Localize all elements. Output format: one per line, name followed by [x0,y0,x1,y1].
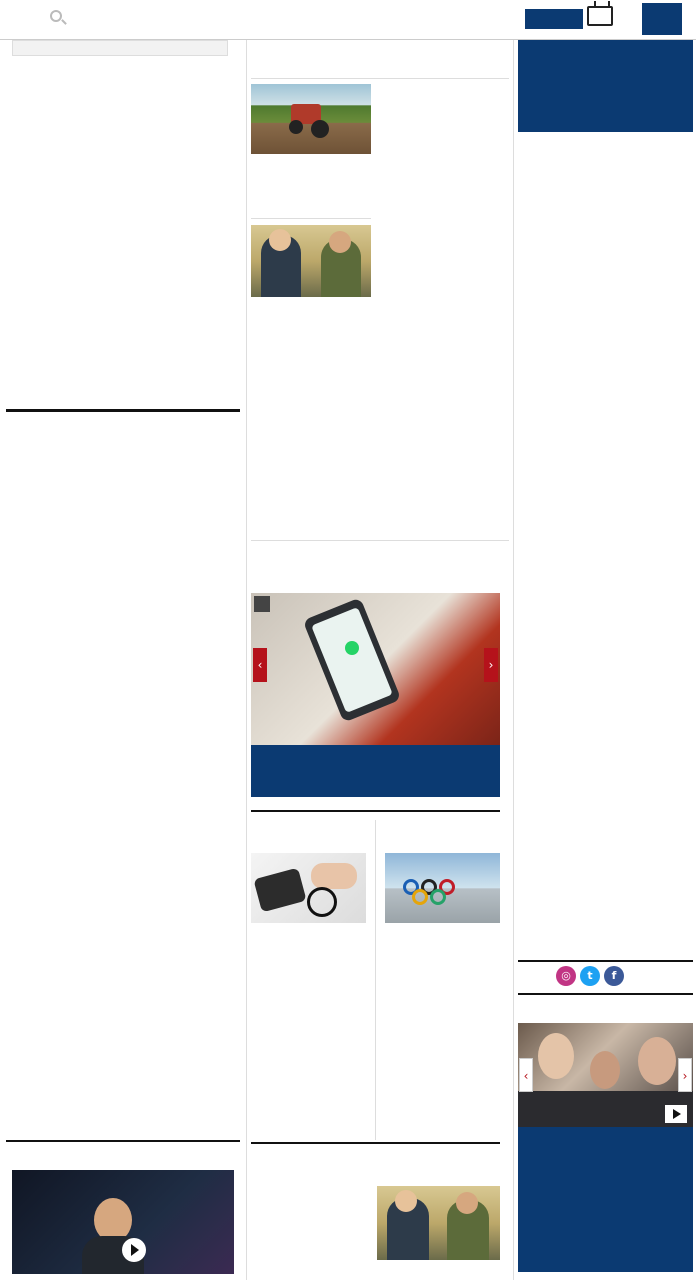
lifestyle-image[interactable] [377,1186,500,1260]
most-read-next-arrow[interactable]: › [484,648,498,682]
twitter-icon[interactable]: t [580,966,600,986]
most-read-slide-image[interactable] [251,593,500,745]
top-nav [0,0,696,40]
facebook-icon[interactable]: f [604,966,624,986]
special-prev-arrow[interactable]: ‹ [519,1058,533,1092]
top-story[interactable] [518,40,693,132]
front-page-button[interactable] [525,9,583,29]
most-read-slide-title[interactable] [251,745,500,797]
dawn-logo[interactable] [642,3,682,35]
special-video-thumbnail[interactable] [518,1023,693,1127]
teeli-video-thumbnail[interactable] [12,1170,234,1274]
search-icon[interactable] [50,10,62,22]
tv-icon[interactable] [587,6,613,26]
ertugrul-image[interactable] [251,225,371,297]
bank-ad[interactable] [12,40,228,56]
most-read-prev-arrow[interactable]: ‹ [253,648,267,682]
special-video-box[interactable] [518,1127,693,1272]
olympic-rings-image[interactable] [385,853,500,923]
special-next-arrow[interactable]: › [678,1058,692,1092]
tractor-image[interactable] [251,84,371,154]
slide-number [254,596,270,612]
instagram-icon[interactable]: ◎ [556,966,576,986]
blood-pressure-image[interactable] [251,853,366,923]
